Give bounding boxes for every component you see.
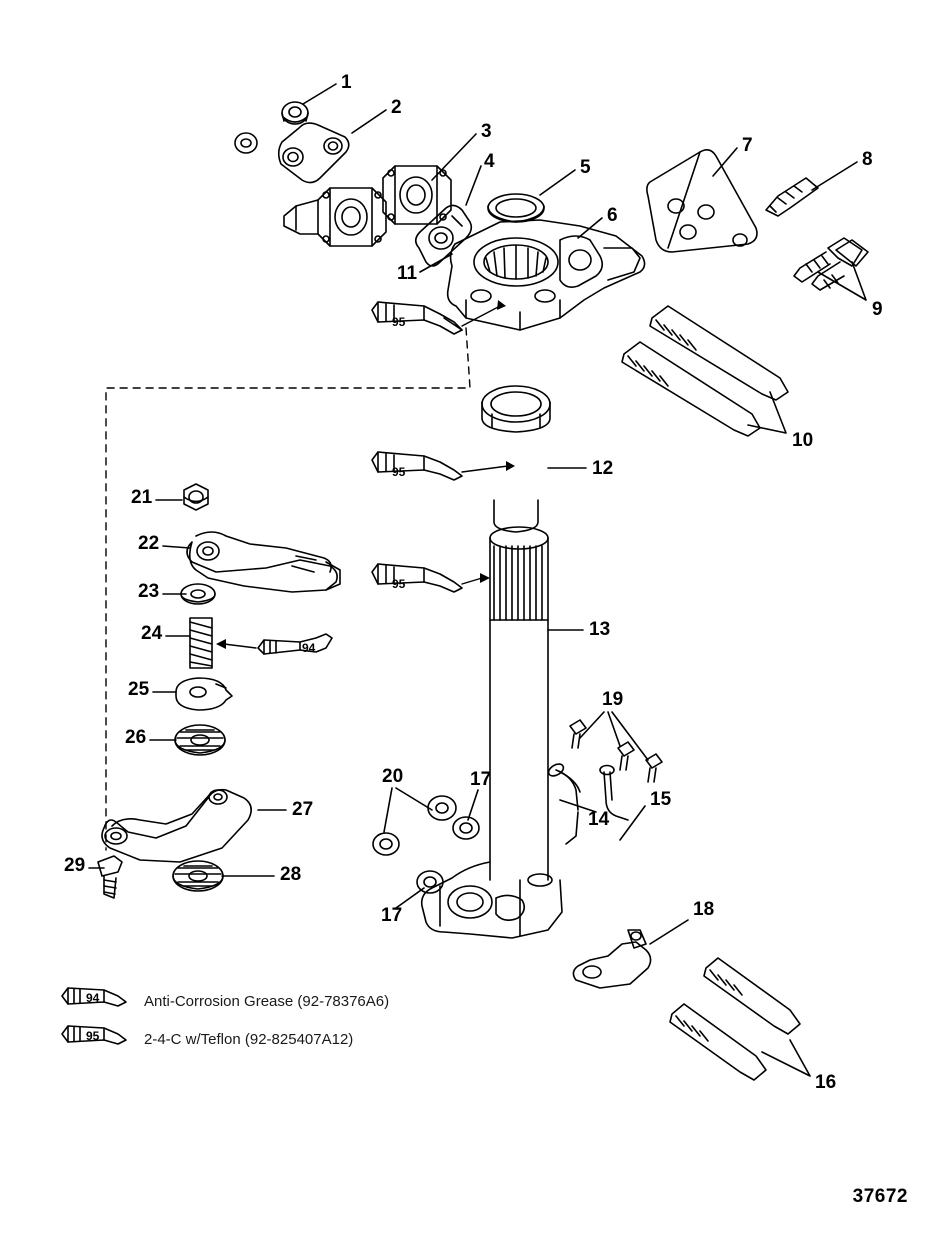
tube-number-94-spring: 94 bbox=[302, 641, 316, 655]
lube-tube-95-lower bbox=[372, 564, 462, 592]
callout-6: 6 bbox=[607, 205, 618, 226]
part-19-screws bbox=[570, 720, 662, 782]
callout-21: 21 bbox=[131, 487, 153, 508]
callout-18: 18 bbox=[693, 899, 715, 920]
tube-number-95-lower: 95 bbox=[392, 577, 406, 591]
part-3-trim-cylinder-front bbox=[383, 166, 451, 224]
callout-25: 25 bbox=[128, 679, 150, 700]
callout-10: 10 bbox=[792, 430, 814, 451]
part-7-steering-bracket bbox=[647, 150, 757, 252]
part-21-locknut bbox=[184, 484, 208, 510]
part-29-bolt bbox=[98, 856, 122, 898]
callout-17-lower: 17 bbox=[381, 905, 403, 926]
callout-27: 27 bbox=[292, 799, 314, 820]
callout-12: 12 bbox=[592, 458, 614, 479]
part-24-spring bbox=[190, 618, 212, 668]
lube-tube-95-mid bbox=[372, 452, 462, 480]
part-9-bolts bbox=[794, 238, 868, 290]
callout-22: 22 bbox=[138, 533, 160, 554]
callout-2: 2 bbox=[391, 97, 402, 118]
part-18-lower-bracket bbox=[573, 930, 650, 988]
part-28-bushing bbox=[173, 861, 223, 891]
part-1-washer bbox=[235, 133, 257, 153]
legend-tube-number-95: 95 bbox=[86, 1029, 100, 1043]
callout-26: 26 bbox=[125, 727, 147, 748]
part-2-tilt-link bbox=[279, 123, 349, 182]
part-26-bushing bbox=[175, 725, 225, 755]
legend-label-95: 2-4-C w/Teflon (92-825407A12) bbox=[144, 1031, 354, 1048]
tube-number-95-mid: 95 bbox=[392, 465, 406, 479]
part-17-nuts bbox=[417, 817, 479, 893]
callout-15: 15 bbox=[650, 789, 672, 810]
callout-23: 23 bbox=[138, 581, 160, 602]
part-1-locknut bbox=[282, 102, 308, 124]
callout-3: 3 bbox=[481, 121, 492, 142]
legend-tube-number-94: 94 bbox=[86, 991, 100, 1005]
callout-29: 29 bbox=[64, 855, 86, 876]
callout-16: 16 bbox=[815, 1072, 837, 1093]
part-14-ground-wire bbox=[547, 762, 580, 844]
lube-tube-95-top bbox=[372, 302, 462, 334]
part-27-lower-steering-arm bbox=[102, 790, 251, 862]
part-25-tab-washer bbox=[176, 678, 232, 710]
callout-8: 8 bbox=[862, 149, 873, 170]
callout-24: 24 bbox=[141, 623, 163, 644]
part-5-seal-ring bbox=[488, 194, 544, 222]
callout-7: 7 bbox=[742, 135, 753, 156]
part-8-stud bbox=[766, 178, 818, 216]
tube-number-95-top: 95 bbox=[392, 315, 406, 329]
callout-5: 5 bbox=[580, 157, 591, 178]
callout-13: 13 bbox=[589, 619, 611, 640]
part-13-drive-shaft-housing bbox=[422, 500, 562, 938]
lube-tube-94-spring bbox=[258, 634, 332, 654]
legend-label-94: Anti-Corrosion Grease (92-78376A6) bbox=[144, 993, 390, 1010]
part-12-bearing-carrier bbox=[482, 386, 550, 432]
callout-9: 9 bbox=[872, 299, 883, 320]
callout-11: 11 bbox=[397, 263, 418, 284]
callout-1: 1 bbox=[341, 72, 352, 93]
drawing-number: 37672 bbox=[852, 1186, 908, 1207]
legend-item-95 bbox=[132, 1031, 353, 1048]
part-22-steering-link bbox=[187, 532, 340, 592]
callout-28: 28 bbox=[280, 864, 302, 885]
callout-19: 19 bbox=[602, 689, 624, 710]
legend-item-94 bbox=[132, 993, 389, 1010]
part-3-trim-cylinder-rear bbox=[284, 188, 386, 246]
callout-4: 4 bbox=[484, 151, 495, 172]
callout-14: 14 bbox=[588, 809, 610, 830]
callout-17-upper: 17 bbox=[470, 769, 492, 790]
part-6-swivel-bracket bbox=[448, 220, 645, 330]
callout-20: 20 bbox=[382, 766, 404, 787]
part-10-through-bolts bbox=[622, 306, 788, 436]
